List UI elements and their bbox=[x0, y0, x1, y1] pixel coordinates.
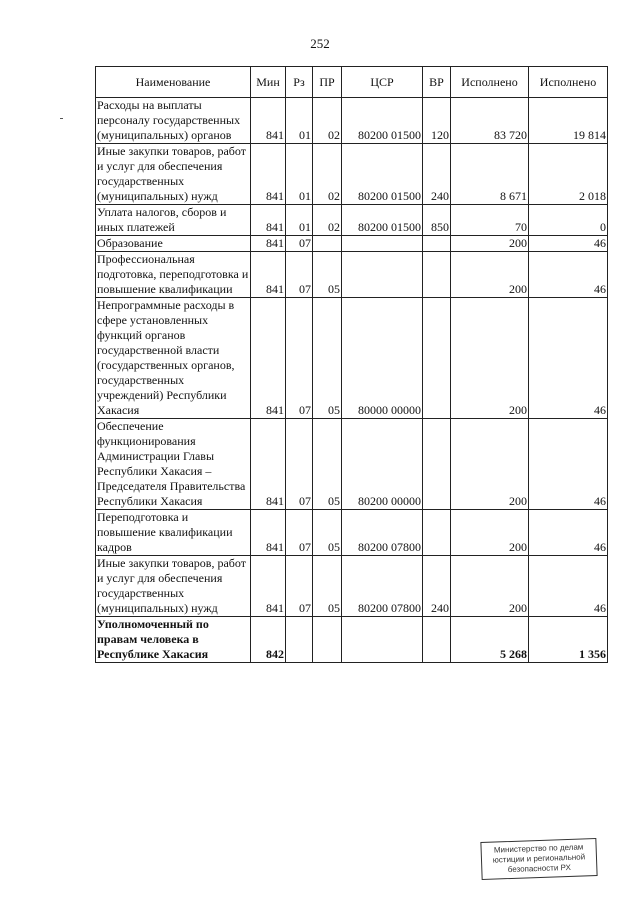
cell-vr bbox=[423, 236, 451, 252]
cell-vr: 850 bbox=[423, 205, 451, 236]
cell-executed-2: 0 bbox=[529, 205, 608, 236]
cell-executed-1: 70 bbox=[451, 205, 529, 236]
cell-executed-1: 200 bbox=[451, 419, 529, 510]
cell-min: 842 bbox=[251, 617, 286, 663]
cell-executed-2: 2 018 bbox=[529, 144, 608, 205]
cell-vr: 240 bbox=[423, 144, 451, 205]
cell-csr: 80200 00000 bbox=[342, 419, 423, 510]
table-row bbox=[96, 236, 608, 252]
cell-min: 841 bbox=[251, 144, 286, 205]
cell-executed-1: 200 bbox=[451, 556, 529, 617]
cell-vr: 240 bbox=[423, 556, 451, 617]
cell-min: 841 bbox=[251, 510, 286, 556]
cell-vr bbox=[423, 252, 451, 298]
header-pr: ПР bbox=[313, 67, 342, 98]
stamp-line: юстиции и региональной bbox=[492, 852, 586, 865]
cell-rz: 01 bbox=[286, 144, 313, 205]
cell-rz: 07 bbox=[286, 556, 313, 617]
header-min: Мин bbox=[251, 67, 286, 98]
cell-executed-2: 46 bbox=[529, 419, 608, 510]
table-row bbox=[96, 252, 608, 298]
table-body bbox=[96, 98, 608, 663]
cell-name: Профессиональная подготовка, переподготовка и повышение квалификации bbox=[96, 252, 251, 298]
cell-executed-1: 8 671 bbox=[451, 144, 529, 205]
cell-name: Уплата налогов, сборов и иных платежей bbox=[96, 205, 251, 236]
cell-min: 841 bbox=[251, 298, 286, 419]
registration-stamp bbox=[480, 838, 597, 880]
cell-csr: 80200 07800 bbox=[342, 556, 423, 617]
cell-executed-1: 5 268 bbox=[451, 617, 529, 663]
cell-name: Иные закупки товаров, работ и услуг для обеспечения государственных (муниципальных) нужд bbox=[96, 556, 251, 617]
cell-pr: 02 bbox=[313, 98, 342, 144]
cell-csr: 80200 01500 bbox=[342, 205, 423, 236]
cell-pr bbox=[313, 617, 342, 663]
cell-executed-1: 200 bbox=[451, 510, 529, 556]
cell-executed-2: 46 bbox=[529, 252, 608, 298]
cell-pr: 05 bbox=[313, 298, 342, 419]
cell-vr: 120 bbox=[423, 98, 451, 144]
cell-executed-2: 46 bbox=[529, 510, 608, 556]
cell-rz: 07 bbox=[286, 298, 313, 419]
cell-csr: 80200 07800 bbox=[342, 510, 423, 556]
cell-vr bbox=[423, 419, 451, 510]
cell-rz: 01 bbox=[286, 205, 313, 236]
header-executed-2: Исполнено bbox=[529, 67, 608, 98]
budget-table bbox=[95, 66, 608, 663]
header-rz: Рз bbox=[286, 67, 313, 98]
cell-min: 841 bbox=[251, 556, 286, 617]
cell-name: Непрограммные расходы в сфере установленных функций органов государственной власти (государственных органов, государственных учреждений) Республики Хакасия bbox=[96, 298, 251, 419]
cell-csr: 80000 00000 bbox=[342, 298, 423, 419]
stamp-line: безопасности РХ bbox=[507, 862, 572, 875]
cell-csr bbox=[342, 236, 423, 252]
cell-pr: 05 bbox=[313, 419, 342, 510]
header-name: Наименование bbox=[96, 67, 251, 98]
table-row bbox=[96, 98, 608, 144]
cell-min: 841 bbox=[251, 205, 286, 236]
stamp-line: Министерство по делам bbox=[493, 842, 584, 855]
cell-csr bbox=[342, 252, 423, 298]
header-csr: ЦСР bbox=[342, 67, 423, 98]
cell-pr: 05 bbox=[313, 510, 342, 556]
cell-rz: 07 bbox=[286, 236, 313, 252]
table-row bbox=[96, 205, 608, 236]
cell-executed-2: 1 356 bbox=[529, 617, 608, 663]
cell-executed-2: 46 bbox=[529, 556, 608, 617]
table-row bbox=[96, 419, 608, 510]
table-row bbox=[96, 510, 608, 556]
cell-csr: 80200 01500 bbox=[342, 144, 423, 205]
cell-pr: 05 bbox=[313, 556, 342, 617]
cell-pr: 02 bbox=[313, 205, 342, 236]
cell-executed-1: 83 720 bbox=[451, 98, 529, 144]
cell-name: Уполномоченный по правам человека в Республике Хакасия bbox=[96, 617, 251, 663]
cell-csr: 80200 01500 bbox=[342, 98, 423, 144]
cell-executed-2: 19 814 bbox=[529, 98, 608, 144]
cell-pr: 02 bbox=[313, 144, 342, 205]
cell-name: Образование bbox=[96, 236, 251, 252]
cell-name: Переподготовка и повышение квалификации кадров bbox=[96, 510, 251, 556]
cell-min: 841 bbox=[251, 419, 286, 510]
cell-rz: 07 bbox=[286, 419, 313, 510]
cell-rz: 01 bbox=[286, 98, 313, 144]
cell-executed-1: 200 bbox=[451, 298, 529, 419]
table-row bbox=[96, 556, 608, 617]
cell-rz: 07 bbox=[286, 510, 313, 556]
cell-executed-2: 46 bbox=[529, 298, 608, 419]
cell-rz bbox=[286, 617, 313, 663]
header-vr: ВР bbox=[423, 67, 451, 98]
margin-mark bbox=[60, 118, 63, 119]
cell-vr bbox=[423, 617, 451, 663]
cell-executed-1: 200 bbox=[451, 252, 529, 298]
table-header-row bbox=[96, 67, 608, 98]
table-row bbox=[96, 298, 608, 419]
cell-min: 841 bbox=[251, 236, 286, 252]
table-row bbox=[96, 617, 608, 663]
cell-name: Расходы на выплаты персоналу государственных (муниципальных) органов bbox=[96, 98, 251, 144]
cell-rz: 07 bbox=[286, 252, 313, 298]
cell-vr bbox=[423, 510, 451, 556]
cell-pr: 05 bbox=[313, 252, 342, 298]
cell-csr bbox=[342, 617, 423, 663]
cell-min: 841 bbox=[251, 98, 286, 144]
cell-vr bbox=[423, 298, 451, 419]
header-executed-1: Исполнено bbox=[451, 67, 529, 98]
cell-name: Обеспечение функционирования Администрации Главы Республики Хакасия – Председателя Правительства Республики Хакасия bbox=[96, 419, 251, 510]
cell-executed-1: 200 bbox=[451, 236, 529, 252]
cell-name: Иные закупки товаров, работ и услуг для обеспечения государственных (муниципальных) нужд bbox=[96, 144, 251, 205]
cell-executed-2: 46 bbox=[529, 236, 608, 252]
cell-min: 841 bbox=[251, 252, 286, 298]
table-row bbox=[96, 144, 608, 205]
page-number: 252 bbox=[310, 36, 330, 51]
cell-pr bbox=[313, 236, 342, 252]
